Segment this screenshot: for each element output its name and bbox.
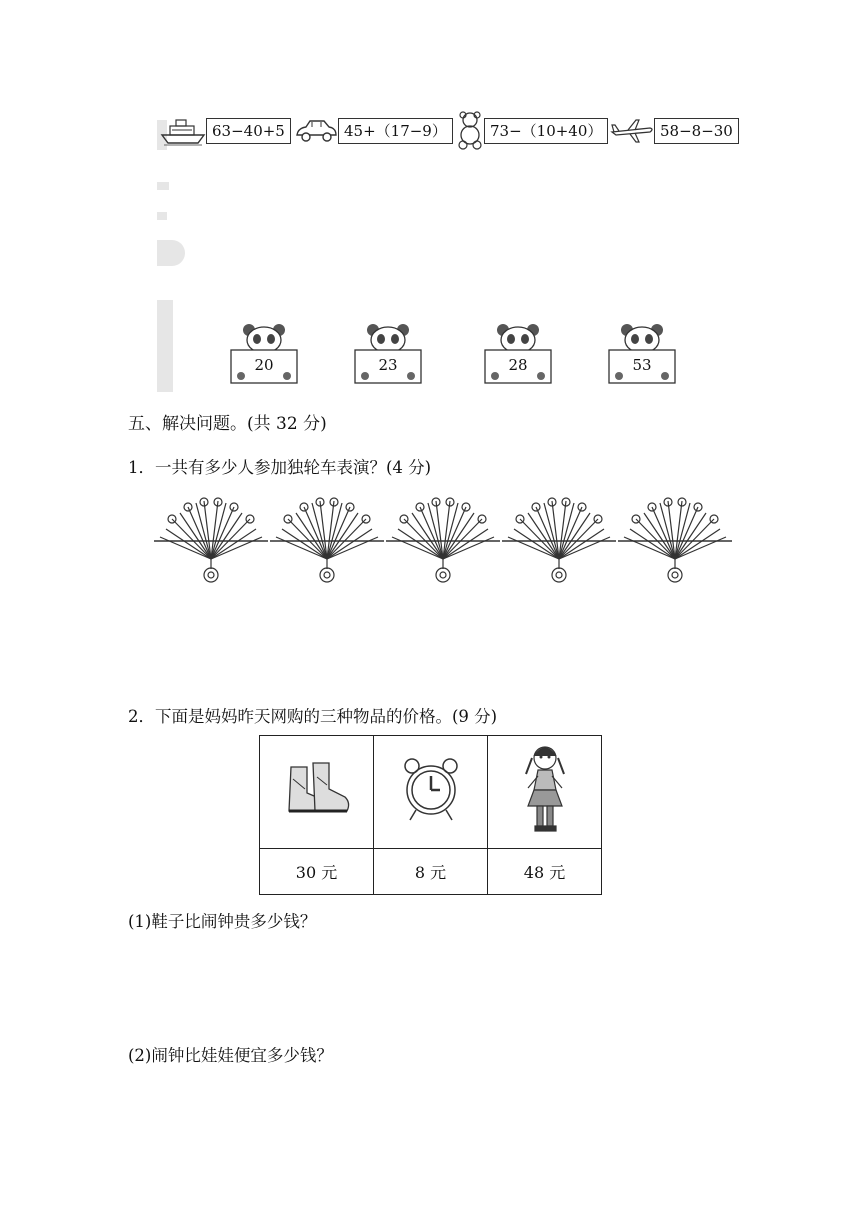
car-icon [294,117,338,145]
panda-number: 28 [508,356,528,374]
expression-box: 45+（17−9） [338,118,453,144]
panda-icon [353,322,423,384]
price-cell: 30 元 [260,849,374,895]
section-title: 五、解决问题。(共 32 分) [128,414,327,434]
unicycle-performers-icon [500,497,618,585]
unicycle-performers-icon [268,497,386,585]
unicycle-performers-icon [152,497,270,585]
ship-icon [160,115,206,147]
question-2-text: 2．下面是妈妈昨天网购的三种物品的价格。(9 分) [128,707,498,726]
panda-number: 53 [632,356,652,374]
expression-box: 58−8−30 [654,118,739,144]
scan-edge-mark [157,182,169,190]
panda-icon [229,322,299,384]
expression-box: 73−（10+40） [484,118,608,144]
question-1-text: 1．一共有多少人参加独轮车表演？(4 分) [128,458,432,477]
panda-icon [607,322,677,384]
alarm-clock-icon [402,756,460,824]
panda-icon [483,322,553,384]
price-table-image-cell [260,736,374,849]
teddy-bear-icon [455,110,485,150]
scan-edge-mark [157,212,167,220]
price-table-image-cell [374,736,488,849]
shoes-icon [281,759,353,821]
doll-icon [520,744,570,836]
expression-box: 63−40+5 [206,118,291,144]
price-cell: 48 元 [488,849,602,895]
panda-card [353,322,423,384]
price-cell: 8 元 [374,849,488,895]
sub-question-2: (2)闹钟比娃娃便宜多少钱？ [128,1046,333,1065]
unicycle-performers-icon [616,497,734,585]
airplane-icon [610,118,654,144]
price-table-image-cell [488,736,602,849]
scan-edge-mark [157,240,185,266]
panda-card [483,322,553,384]
panda-number: 23 [378,356,398,374]
sub-question-1: (1)鞋子比闹钟贵多少钱？ [128,912,317,931]
unicycle-performers-icon [384,497,502,585]
panda-number: 20 [254,356,274,374]
price-table [259,735,602,895]
panda-card [607,322,677,384]
panda-card [229,322,299,384]
scan-edge-mark [157,300,173,392]
